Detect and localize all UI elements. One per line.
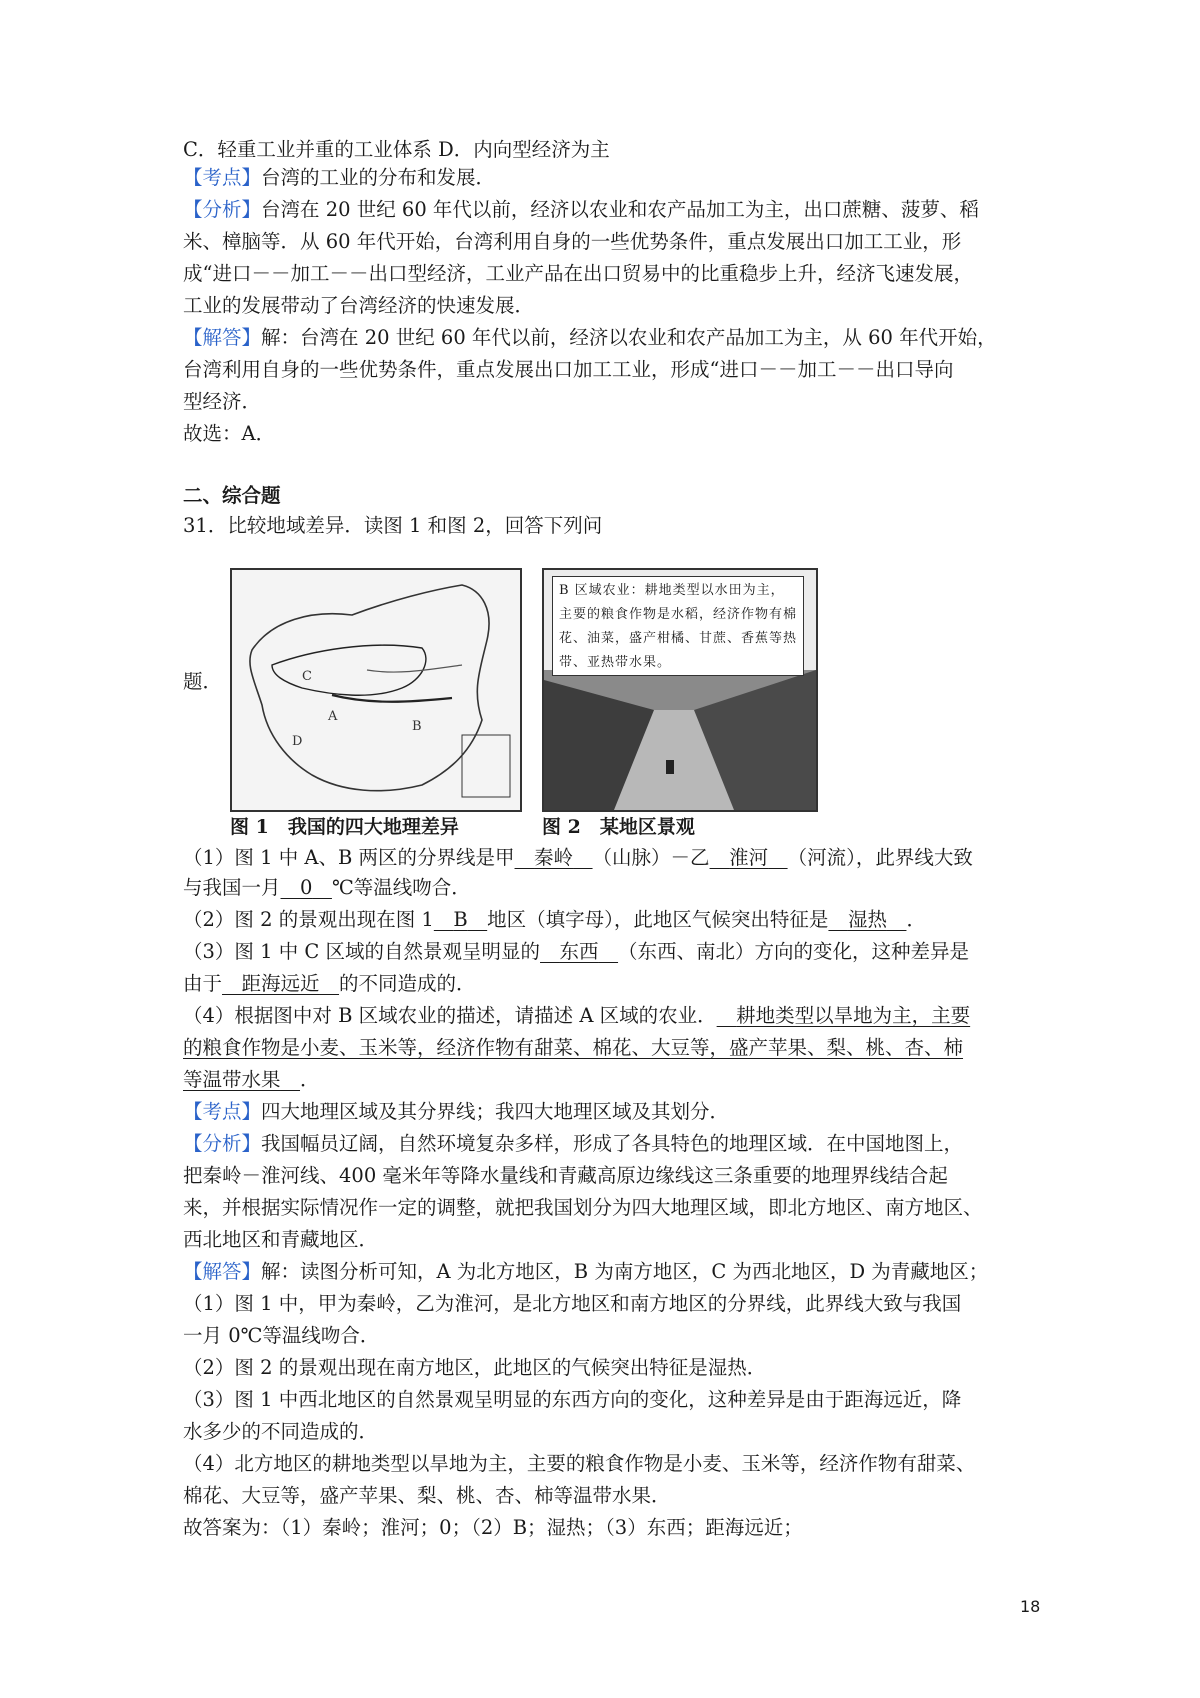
- answer-dongxi: 东西: [559, 940, 599, 963]
- question-31-tail: 题．: [183, 670, 223, 693]
- text: （3）图 1 中 C 区域的自然景观呈明显的: [183, 940, 541, 963]
- text: 地区（填字母），此地区气候突出特征是: [487, 908, 829, 931]
- landscape-photo-figure: [542, 568, 818, 812]
- jieda-2-line-a: [183, 1258, 988, 1286]
- figure-group: [230, 568, 820, 840]
- kaodian-tag: 【考点】: [183, 166, 262, 189]
- sub-question-1-line-b: [183, 874, 471, 902]
- china-map-figure: [230, 568, 522, 812]
- text: 由于: [183, 972, 223, 995]
- fenxi-tag: 【分析】: [183, 1132, 262, 1155]
- answer-shire: 湿热: [847, 908, 887, 931]
- answer-b: B: [453, 908, 468, 931]
- text: （4）根据图中对 B 区域农业的描述，请描述 A 区域的农业．: [183, 1004, 717, 1027]
- china-map-svg: [232, 570, 520, 810]
- fenxi-tag: 【分析】: [183, 198, 262, 221]
- answer-4-part-c: 等温带水果: [183, 1068, 281, 1091]
- jieda-1-line-c: 型经济．: [183, 390, 262, 413]
- fenxi-2-line-b: 把秦岭－淮河线、400 毫米年等降水量线和青藏高原边缘线这三条重要的地理界线结合起: [183, 1164, 948, 1187]
- fenxi-1-line-c: 成“进口－－加工－－出口型经济，工业产品在出口贸易中的比重稳步上升，经济飞速发展，: [183, 262, 973, 285]
- sub-question-1-line-a: [183, 844, 973, 872]
- text: ．: [906, 908, 926, 931]
- jieda-2-item-1a: （1）图 1 中，甲为秦岭，乙为淮河，是北方地区和南方地区的分界线，此界线大致与我国: [183, 1292, 962, 1315]
- map-label-c: C: [302, 669, 312, 684]
- jieda-tag: 【解答】: [183, 326, 262, 349]
- fenxi-1-line-d: 工业的发展带动了台湾经济的快速发展．: [183, 294, 535, 317]
- fenxi-text: 我国幅员辽阔，自然环境复杂多样，形成了各具特色的地理区域．在中国地图上，: [261, 1132, 964, 1155]
- figure-1-caption: 图 1 我国的四大地理差异: [230, 816, 459, 838]
- fenxi-1-line-b: 米、樟脑等．从 60 年代开始，台湾利用自身的一些优势条件，重点发展出口加工工业，形: [183, 230, 962, 253]
- answer-huaihe: 淮河: [729, 846, 769, 869]
- figure-2-caption: 图 2 某地区景观: [542, 816, 695, 838]
- jieda-2-item-2: （2）图 2 的景观出现在南方地区，此地区的气候突出特征是湿热．: [183, 1356, 767, 1379]
- sub-question-4-line-c: [183, 1066, 320, 1094]
- jieda-1-line-b: 台湾利用自身的一些优势条件，重点发展出口加工工业，形成“进口－－加工－－出口导向: [183, 358, 954, 381]
- jieda-2-item-4a: （4）北方地区的耕地类型以旱地为主，主要的粮食作物是小麦、玉米等，经济作物有甜菜、: [183, 1452, 976, 1475]
- text: 的不同造成的．: [339, 972, 476, 995]
- final-answer: 故答案为：（1）秦岭；淮河；0；（2）B；湿热；（3）东西；距海远近；: [183, 1516, 803, 1539]
- answer-qinling: 秦岭: [534, 846, 574, 869]
- sub-question-4-line-b: 的粮食作物是小麦、玉米等，经济作物有甜菜、棉花、大豆等，盛产苹果、梨、桃、杏、柿: [183, 1036, 964, 1059]
- jieda-tag: 【解答】: [183, 1260, 262, 1283]
- answer-juhai: 距海远近: [241, 972, 320, 995]
- jieda-2-item-3a: （3）图 1 中西北地区的自然景观呈明显的东西方向的变化，这种差异是由于距海远近，降: [183, 1388, 962, 1411]
- kaodian-2: [183, 1098, 729, 1126]
- answer-zero: 0: [300, 876, 313, 899]
- text: （1）图 1 中 A、B 两区的分界线是甲: [183, 846, 515, 869]
- fenxi-2-line-d: 西北地区和青藏地区．: [183, 1228, 379, 1251]
- jieda-1-line-a: [183, 324, 997, 352]
- text: ．: [300, 1068, 320, 1091]
- fenxi-2-line-c: 来，并根据实际情况作一定的调整，就把我国划分为四大地理区域，即北方地区、南方地区、: [183, 1196, 983, 1219]
- sub-question-3-line-b: [183, 970, 476, 998]
- kaodian-text: 四大地理区域及其分界线；我四大地理区域及其划分．: [261, 1100, 730, 1123]
- page-number: 18: [1020, 1597, 1041, 1616]
- map-label-d: D: [292, 734, 303, 749]
- text: （2）图 2 的景观出现在图 1: [183, 908, 434, 931]
- sub-question-4-line-a: [183, 1002, 970, 1030]
- fenxi-text: 台湾在 20 世纪 60 年代以前，经济以农业和农产品加工为主，出口蔗糖、菠萝、稻: [261, 198, 979, 221]
- jieda-text: 解：读图分析可知，A 为北方地区，B 为南方地区，C 为西北地区，D 为青藏地区；: [261, 1260, 989, 1283]
- kaodian-text: 台湾的工业的分布和发展．: [261, 166, 496, 189]
- map-label-a: A: [328, 709, 338, 724]
- text: ℃等温线吻合．: [331, 876, 471, 899]
- sub-question-2: [183, 906, 926, 934]
- map-label-b: B: [412, 719, 422, 734]
- text: 与我国一月: [183, 876, 281, 899]
- fenxi-1-line-a: [183, 196, 979, 224]
- question-31: 31．比较地域差异．读图 1 和图 2，回答下列问: [183, 514, 603, 537]
- jieda-2-item-4b: 棉花、大豆等，盛产苹果、梨、桃、杏、柿等温带水果．: [183, 1484, 671, 1507]
- sub-question-3-line-a: [183, 938, 969, 966]
- answer-choice: 故选：A．: [183, 422, 276, 445]
- kaodian-tag: 【考点】: [183, 1100, 262, 1123]
- agriculture-note-bubble: B 区域农业：耕地类型以水田为主，主要的粮食作物是水稻，经济作物有棉花、油菜，盛产柑橘、甘蔗、香蕉等热带、亚热带水果。: [552, 576, 804, 676]
- fenxi-2-line-a: [183, 1130, 963, 1158]
- text: （东西、南北）方向的变化，这种差异是: [618, 940, 970, 963]
- jieda-2-item-3b: 水多少的不同造成的．: [183, 1420, 379, 1443]
- text: （河流），此界线大致: [787, 846, 973, 869]
- section-heading: 二、综合题: [183, 484, 281, 507]
- jieda-2-item-1b: 一月 0℃等温线吻合．: [183, 1324, 380, 1347]
- text: （山脉）－乙: [592, 846, 710, 869]
- jieda-text: 解：台湾在 20 世纪 60 年代以前，经济以农业和农产品加工为主，从 60 年代开始，: [261, 326, 997, 349]
- option-line: C．轻重工业并重的工业体系 D．内向型经济为主: [183, 138, 610, 161]
- answer-4-part-a: 耕地类型以旱地为主，主要: [736, 1004, 971, 1027]
- kaodian-1: [183, 164, 495, 192]
